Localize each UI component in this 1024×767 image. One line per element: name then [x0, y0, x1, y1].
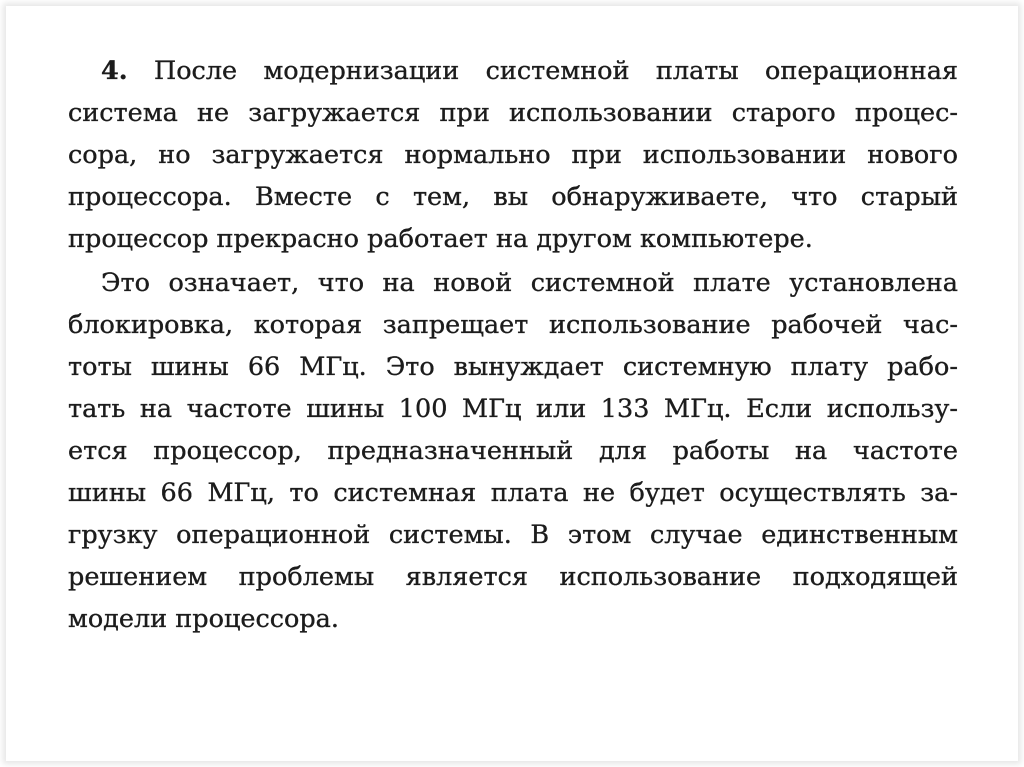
document-text: [68, 50, 958, 640]
paragraph-1: [68, 50, 958, 260]
text-line: [68, 50, 958, 92]
text-line: система не загружается при использовании старого процес-: [68, 98, 958, 128]
text-line: решением проблемы является использование подходящей: [68, 562, 958, 592]
text-line: процессор прекрасно работает на другом компьютере.: [68, 224, 813, 254]
text-line: тоты шины 66 МГц. Это вынуждает системную плату рабо-: [68, 352, 958, 382]
line-text: После модернизации системной платы операционная: [153, 56, 959, 86]
text-line: грузку операционной системы. В этом случае единственным: [68, 520, 958, 550]
text-line: Это означает, что на новой системной плате установлена: [101, 268, 958, 298]
text-line: сора, но загружается нормально при использовании нового: [68, 140, 958, 170]
text-line: шины 66 МГц, то системная плата не будет осуществлять за-: [68, 478, 958, 508]
text-line: блокировка, которая запрещает использование рабочей час-: [68, 310, 958, 340]
text-line: ется процессор, предназначенный для работы на частоте: [68, 436, 958, 466]
problem-number: 4.: [101, 56, 128, 86]
text-line: модели процессора.: [68, 604, 339, 634]
paragraph-2: [68, 262, 958, 640]
text-line: тать на частоте шины 100 МГц или 133 МГц. Если использу-: [68, 394, 958, 424]
text-line: процессора. Вместе с тем, вы обнаруживаете, что старый: [68, 182, 958, 212]
